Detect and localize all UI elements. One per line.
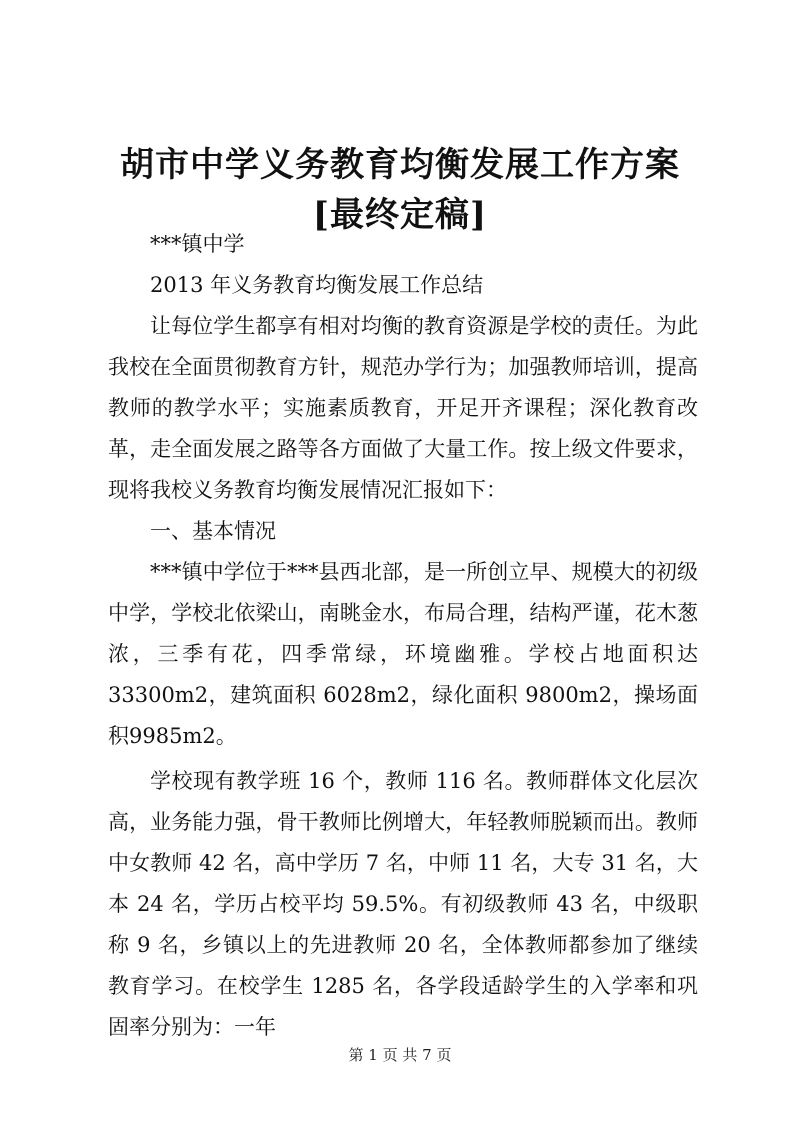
paragraph-school-name: ***镇中学 (150, 232, 245, 256)
document-title: 胡市中学义务教育均衡发展工作方案[最终定稿] (120, 145, 680, 235)
paragraph-school-location: ***镇中学位于***县西北部，是一所创立早、规模大的初级中学，学校北依梁山，南眺金水，布局合理，结构严谨，花木葱浓，三季有花，四季常绿，环境幽雅。学校占地面积达33300m2，建筑面积 6028m2，绿化面积 9800m2，操场面积9985m2。 (108, 560, 698, 748)
section-heading-basic-info: 一、基本情况 (150, 519, 276, 543)
paragraph-subtitle: 2013 年义务教育均衡发展工作总结 (150, 273, 484, 297)
page-footer: 第 1 页 共 7 页 (348, 1046, 452, 1064)
document-body (108, 224, 698, 1048)
paragraph-intro: 让每位学生都享有相对均衡的教育资源是学校的责任。为此我校在全面贯彻教育方针，规范办学行为；加强教师培训，提高教师的教学水平；实施素质教育，开足开齐课程；深化教育改革，走全面发展之路等各方面做了大量工作。按上级文件要求，现将我校义务教育均衡发展情况汇报如下： (108, 314, 698, 502)
paragraph-staff-students: 学校现有教学班 16 个，教师 116 名。教师群体文化层次高，业务能力强，骨干教师比例增大，年轻教师脱颖而出。教师中女教师 42 名，高中学历 7 名，中师 11 名，大专 31 名，大本 24 名，学历占校平均 59.5%。有初级教师 43 名，中级职称 9 名，乡镇以上的先进教师 20 名，全体教师都参加了继续教育学习。在校学生 1285 名，各学段适龄学生的入学率和巩固率分别为：一年 (108, 769, 698, 1039)
